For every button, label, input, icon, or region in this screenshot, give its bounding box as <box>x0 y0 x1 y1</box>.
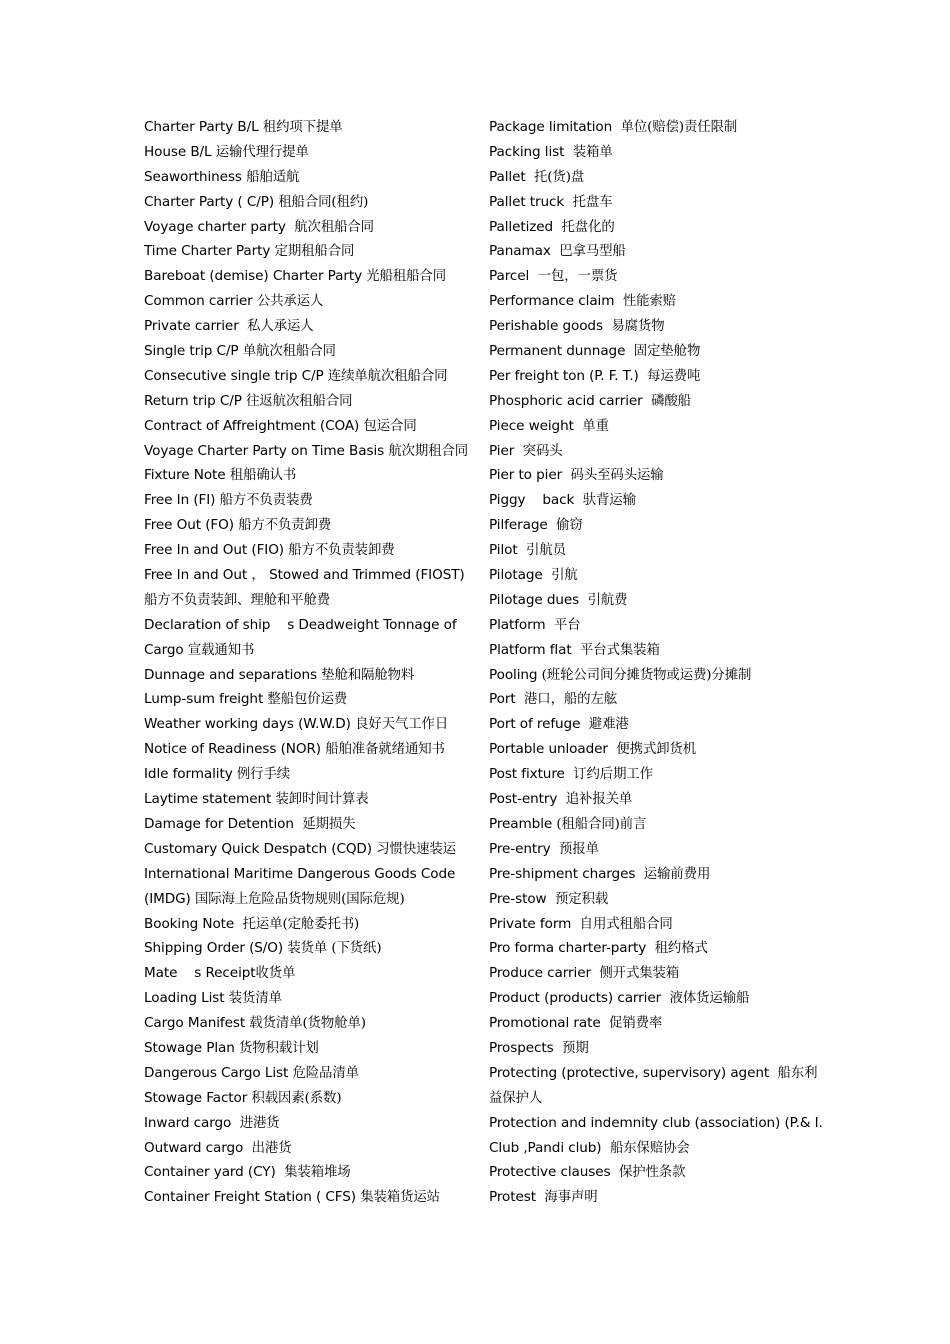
english-term: Free In and Out (FIO) <box>144 542 289 559</box>
chinese-translation: 引航费 <box>587 592 628 608</box>
glossary-entry <box>489 1160 819 1185</box>
english-term: Stowage Plan <box>144 1039 239 1056</box>
chinese-translation: 货物积载计划 <box>238 1040 319 1056</box>
chinese-translation: 促销费率 <box>609 1016 663 1032</box>
english-term: Charter Party B/L <box>144 119 263 135</box>
english-term: Pilotage <box>489 567 552 584</box>
english-term: Outward cargo <box>144 1139 252 1156</box>
glossary-entry <box>489 812 819 837</box>
english-term: Free Out (FO) <box>144 517 239 534</box>
english-term: Produce carrier <box>489 965 600 982</box>
chinese-translation: 往返航次租船合同 <box>246 393 353 409</box>
chinese-translation: 集装箱货运站 <box>360 1190 440 1206</box>
glossary-entry <box>489 463 819 488</box>
right-glossary-column <box>489 115 823 1210</box>
chinese-translation: 进港货 <box>239 1115 280 1131</box>
chinese-translation: 光船租船合同 <box>366 269 447 285</box>
glossary-entry <box>144 314 474 339</box>
english-term: Packing list <box>489 143 573 160</box>
english-term: Customary Quick Despatch (CQD) <box>144 840 377 857</box>
glossary-entry <box>489 787 819 812</box>
glossary-entry <box>489 663 819 688</box>
chinese-translation: 公共承运人 <box>256 294 324 310</box>
glossary-entry <box>489 1036 819 1061</box>
glossary-entry <box>144 289 474 314</box>
glossary-entry <box>489 862 819 887</box>
chinese-translation: 追补报关单 <box>565 792 633 808</box>
glossary-entry <box>489 314 819 339</box>
english-term: Port <box>489 691 524 708</box>
english-term: Protective clauses <box>489 1164 619 1181</box>
glossary-entry <box>144 389 474 414</box>
chinese-translation: 运输前费用 <box>643 866 711 882</box>
glossary-entry <box>489 339 819 364</box>
glossary-entry <box>489 140 819 165</box>
chinese-translation: 一包，一票货 <box>537 269 618 285</box>
chinese-translation: 托(货)盘 <box>534 169 585 185</box>
glossary-entry <box>144 961 474 986</box>
chinese-translation: 磷酸船 <box>651 393 691 409</box>
glossary-entry <box>489 190 819 215</box>
chinese-translation: 装货单 (下货纸) <box>287 941 382 957</box>
chinese-translation: 便携式卸货机 <box>616 742 697 758</box>
chinese-translation: 包运合同 <box>363 418 417 434</box>
chinese-translation: 装卸时间计算表 <box>275 792 369 808</box>
glossary-entry <box>489 264 819 289</box>
chinese-translation: 船东保赔协会 <box>609 1140 690 1156</box>
chinese-translation: 收货单 <box>255 966 296 982</box>
english-term: Phosphoric acid carrier <box>489 392 652 409</box>
english-term: Post fixture <box>489 766 574 783</box>
glossary-entry <box>144 762 474 787</box>
english-term: Fixture Note <box>144 467 230 484</box>
english-term: Private carrier <box>144 318 248 335</box>
english-term: Return trip C/P <box>144 392 247 409</box>
glossary-entry <box>144 563 474 588</box>
chinese-translation: 单位(赔偿)责任限制 <box>620 120 738 135</box>
chinese-translation: 液体货运输船 <box>669 991 750 1007</box>
glossary-entry <box>489 912 819 937</box>
glossary-entry <box>489 613 819 638</box>
chinese-translation: 避难港 <box>588 717 629 733</box>
glossary-entry <box>144 837 474 862</box>
glossary-entry <box>144 613 474 638</box>
english-term: Common carrier <box>144 293 257 310</box>
english-term: Laytime statement <box>144 791 276 808</box>
english-term: Perishable goods <box>489 318 612 335</box>
english-term: Free In (FI) <box>144 492 220 509</box>
english-term: Dunnage and separations <box>144 666 322 683</box>
chinese-translation: 性能索赔 <box>622 294 676 310</box>
chinese-translation: 引航员 <box>526 543 566 559</box>
english-term: Product (products) carrier <box>489 990 670 1007</box>
english-term: Time Charter Party <box>144 243 275 260</box>
glossary-entry <box>489 439 819 464</box>
glossary-entry <box>489 239 819 264</box>
glossary-entry <box>144 862 474 887</box>
english-term: International Maritime Dangerous Goods Code <box>144 865 456 882</box>
glossary-entry <box>144 513 474 538</box>
glossary-entry <box>144 414 474 439</box>
glossary-entry <box>489 1185 819 1210</box>
english-term: Voyage charter party <box>144 218 295 235</box>
left-glossary-column <box>144 115 474 1210</box>
glossary-entry <box>144 712 474 737</box>
glossary-entry <box>144 264 474 289</box>
glossary-entry <box>489 563 819 588</box>
english-term: Platform flat <box>489 641 581 658</box>
chinese-translation: 运输代理行提单 <box>215 144 309 160</box>
glossary-entry <box>144 488 474 513</box>
english-term: Pre-entry <box>489 840 560 857</box>
glossary-entry <box>489 588 819 613</box>
glossary-entry <box>144 1086 474 1111</box>
english-term: Shipping Order (S/O) <box>144 940 288 957</box>
english-term: Damage for Detention <box>144 815 303 832</box>
chinese-translation: 出港货 <box>251 1140 292 1156</box>
chinese-translation: 装货清单 <box>228 991 282 1007</box>
chinese-translation: 船方不负责装费 <box>219 493 313 509</box>
glossary-entry <box>144 1185 474 1210</box>
english-term: Single trip C/P <box>144 343 243 360</box>
english-term: Pre-stow <box>489 890 556 907</box>
chinese-translation: 单重 <box>582 418 609 434</box>
glossary-entry <box>144 588 474 613</box>
chinese-translation: 订约后期工作 <box>573 767 653 783</box>
chinese-translation: 托运单(定舱委托书) <box>242 916 360 932</box>
english-term: Platform <box>489 616 554 633</box>
english-term: Mate s Receipt <box>144 965 256 982</box>
chinese-translation: 保护性条款 <box>618 1165 686 1181</box>
english-term: Inward cargo <box>144 1114 240 1131</box>
chinese-translation: 航次期租合同 <box>388 443 469 459</box>
english-term: Container yard (CY) <box>144 1164 285 1181</box>
glossary-entry <box>144 787 474 812</box>
english-term: Portable unloader <box>489 741 617 758</box>
chinese-translation: 租约项下提单 <box>262 120 343 135</box>
english-term: Container Freight Station ( CFS) <box>144 1189 361 1206</box>
glossary-entry <box>489 887 819 912</box>
glossary-entry <box>144 1111 474 1136</box>
chinese-translation: 良好天气工作日 <box>355 717 449 733</box>
chinese-translation: 船舶适航 <box>246 169 300 185</box>
english-term: Per freight ton (P. F. T.) <box>489 367 648 384</box>
glossary-entry <box>144 936 474 961</box>
english-term: Private form <box>489 915 580 932</box>
english-term: Promotional rate <box>489 1015 610 1032</box>
chinese-translation: 私人承运人 <box>247 319 314 335</box>
chinese-translation: 托盘化的 <box>561 219 615 235</box>
chinese-translation: 集装箱堆场 <box>284 1165 351 1181</box>
glossary-entry <box>489 1061 819 1086</box>
english-term: Idle formality <box>144 766 237 783</box>
chinese-translation: 载货清单(货物舱单) <box>249 1016 366 1032</box>
glossary-entry <box>489 1136 819 1161</box>
chinese-translation: 自用式租船合同 <box>579 916 673 932</box>
glossary-entry <box>489 389 819 414</box>
english-term: Protecting (protective, supervisory) agent <box>489 1064 778 1081</box>
english-term: Bareboat (demise) Charter Party <box>144 268 367 285</box>
glossary-entry <box>144 638 474 663</box>
english-term: Dangerous Cargo List <box>144 1064 293 1081</box>
english-term: Weather working days (W.W.D) <box>144 716 356 733</box>
english-term: Protection and indemnity club (association) (P.& I. <box>489 1114 823 1131</box>
english-term: Declaration of ship s Deadweight Tonnage of <box>144 616 457 633</box>
glossary-entry <box>489 115 819 140</box>
glossary-entry <box>489 737 819 762</box>
english-term: (IMDG) <box>144 890 195 907</box>
glossary-entry <box>144 887 474 912</box>
chinese-translation: 平台式集装箱 <box>580 642 660 658</box>
english-term: Prospects <box>489 1039 563 1056</box>
english-term: Consecutive single trip C/P <box>144 367 328 384</box>
chinese-translation: 驮背运输 <box>582 493 636 509</box>
glossary-entry <box>489 513 819 538</box>
chinese-translation: (班轮公司间分摊货物或运费)分摊制 <box>541 667 752 683</box>
english-term: Pre-shipment charges <box>489 865 644 882</box>
english-term: Piece weight <box>489 417 583 434</box>
english-term: Palletized <box>489 218 562 235</box>
glossary-entry <box>489 364 819 389</box>
chinese-translation: 习惯快速装运 <box>376 841 456 857</box>
glossary-entry <box>144 663 474 688</box>
glossary-entry <box>144 165 474 190</box>
glossary-entry <box>144 239 474 264</box>
chinese-translation: 预报单 <box>559 841 599 857</box>
english-term: Pier <box>489 442 523 459</box>
glossary-entry <box>144 912 474 937</box>
english-term: Performance claim <box>489 293 623 310</box>
chinese-translation: 预定积载 <box>555 891 609 907</box>
english-term: Permanent dunnage <box>489 343 634 360</box>
glossary-entry <box>489 687 819 712</box>
english-term: Protest <box>489 1189 545 1206</box>
glossary-entry <box>144 812 474 837</box>
chinese-translation: 海事声明 <box>544 1190 598 1206</box>
chinese-translation: 侧开式集装箱 <box>599 966 680 982</box>
glossary-entry <box>489 289 819 314</box>
glossary-entry <box>144 1011 474 1036</box>
english-term: Piggy back <box>489 492 583 509</box>
chinese-translation: 偷窃 <box>556 518 583 534</box>
english-term: Pallet <box>489 168 535 185</box>
chinese-translation: 引航 <box>551 568 578 584</box>
glossary-entry <box>144 339 474 364</box>
chinese-translation: 垫舱和隔舱物料 <box>321 667 415 683</box>
english-term: Cargo Manifest <box>144 1015 250 1032</box>
english-term: Panamax <box>489 243 560 260</box>
english-term: Club ,Pandi club) <box>489 1139 610 1156</box>
glossary-entry <box>489 936 819 961</box>
glossary-entry <box>489 1111 823 1136</box>
english-term: Pilferage <box>489 517 557 534</box>
english-term: Pier to pier <box>489 467 571 484</box>
chinese-translation: 船舶准备就绪通知书 <box>325 742 445 758</box>
chinese-translation: 危险品清单 <box>292 1065 359 1081</box>
chinese-translation: 定期租船合同 <box>274 244 355 260</box>
chinese-translation: 巴拿马型船 <box>559 244 626 260</box>
chinese-translation: 易腐货物 <box>611 319 665 335</box>
glossary-entry <box>144 215 474 240</box>
chinese-translation: 整船包价运费 <box>267 692 348 708</box>
english-term: Package limitation <box>489 119 621 135</box>
glossary-entry <box>489 488 819 513</box>
glossary-entry <box>489 414 819 439</box>
english-term: Stowage Factor <box>144 1089 252 1106</box>
chinese-translation: 港口，船的左舷 <box>524 692 618 708</box>
glossary-entry <box>489 986 819 1011</box>
chinese-translation: 平台 <box>553 617 581 633</box>
chinese-translation: (租船合同)前言 <box>556 816 647 832</box>
glossary-entry <box>144 1160 474 1185</box>
english-term: Pro forma charter-party <box>489 940 655 957</box>
chinese-translation: 预期 <box>562 1040 589 1056</box>
english-term: Charter Party ( C/P) <box>144 193 279 210</box>
glossary-entry <box>144 737 474 762</box>
english-term: Lump-sum freight <box>144 691 268 708</box>
chinese-translation: 例行手续 <box>236 767 291 783</box>
chinese-translation: 单航次租船合同 <box>242 344 336 360</box>
glossary-entry <box>144 538 474 563</box>
chinese-translation: 装箱单 <box>572 144 613 160</box>
chinese-translation: 船方不负责装卸、理舱和平舱费 <box>144 592 331 608</box>
english-term: Contract of Affreightment (COA) <box>144 417 364 434</box>
glossary-entry <box>144 463 474 488</box>
glossary-entry <box>144 1061 474 1086</box>
english-term: Cargo <box>144 641 188 658</box>
chinese-translation: 航次租船合同 <box>294 219 374 235</box>
glossary-entry <box>144 687 474 712</box>
chinese-translation: 固定垫舱物 <box>633 344 701 360</box>
chinese-translation: 国际海上危险品货物规则(国际危规) <box>194 891 405 907</box>
english-term: Pooling <box>489 666 542 683</box>
english-term: Preamble <box>489 815 557 832</box>
glossary-entry <box>144 1036 474 1061</box>
english-term: House B/L <box>144 143 216 160</box>
english-term: Pilotage dues <box>489 591 588 608</box>
glossary-entry <box>144 140 474 165</box>
english-term: Parcel <box>489 268 538 285</box>
glossary-entry <box>144 986 474 1011</box>
chinese-translation: 突码头 <box>522 443 563 459</box>
english-term: Pilot <box>489 542 527 559</box>
glossary-entry <box>489 1011 819 1036</box>
chinese-translation: 连续单航次租船合同 <box>327 368 448 384</box>
chinese-translation: 码头至码头运输 <box>570 468 664 484</box>
chinese-translation: 延期损失 <box>302 816 356 832</box>
glossary-entry <box>489 762 819 787</box>
glossary-entry <box>489 215 819 240</box>
english-term: Booking Note <box>144 915 243 932</box>
chinese-translation: 积载因素(系数) <box>251 1090 342 1106</box>
chinese-translation: 每运费吨 <box>647 368 701 384</box>
glossary-entry <box>144 439 474 464</box>
chinese-translation: 船方不负责装卸费 <box>288 543 395 559</box>
english-term: Post-entry <box>489 791 566 808</box>
english-term: Voyage Charter Party on Time Basis <box>144 442 389 459</box>
english-term: Pallet truck <box>489 193 573 210</box>
glossary-entry <box>489 638 819 663</box>
glossary-entry <box>144 115 474 140</box>
glossary-entry <box>489 538 819 563</box>
chinese-translation: 益保护人 <box>489 1090 543 1106</box>
glossary-entry <box>489 165 819 190</box>
chinese-translation: 托盘车 <box>572 194 613 210</box>
chinese-translation: 船东利 <box>777 1065 818 1081</box>
glossary-entry <box>489 712 819 737</box>
glossary-entry <box>144 1136 474 1161</box>
glossary-entry <box>144 364 474 389</box>
english-term: Notice of Readiness (NOR) <box>144 741 326 758</box>
glossary-entry <box>489 837 819 862</box>
chinese-translation: 租船确认书 <box>229 468 297 484</box>
glossary-entry <box>489 1086 819 1111</box>
chinese-translation: 租约格式 <box>654 941 708 957</box>
english-term: Seaworthiness <box>144 168 247 185</box>
glossary-entry <box>489 961 819 986</box>
glossary-entry <box>144 190 474 215</box>
english-term: Loading List <box>144 990 229 1007</box>
chinese-translation: 船方不负责卸费 <box>238 518 332 534</box>
english-term: Free In and Out ， Stowed and Trimmed (FIOST) <box>144 567 465 584</box>
english-term: Port of refuge <box>489 716 589 733</box>
chinese-translation: 宣载通知书 <box>187 642 255 658</box>
chinese-translation: 租船合同(租约) <box>278 194 369 210</box>
